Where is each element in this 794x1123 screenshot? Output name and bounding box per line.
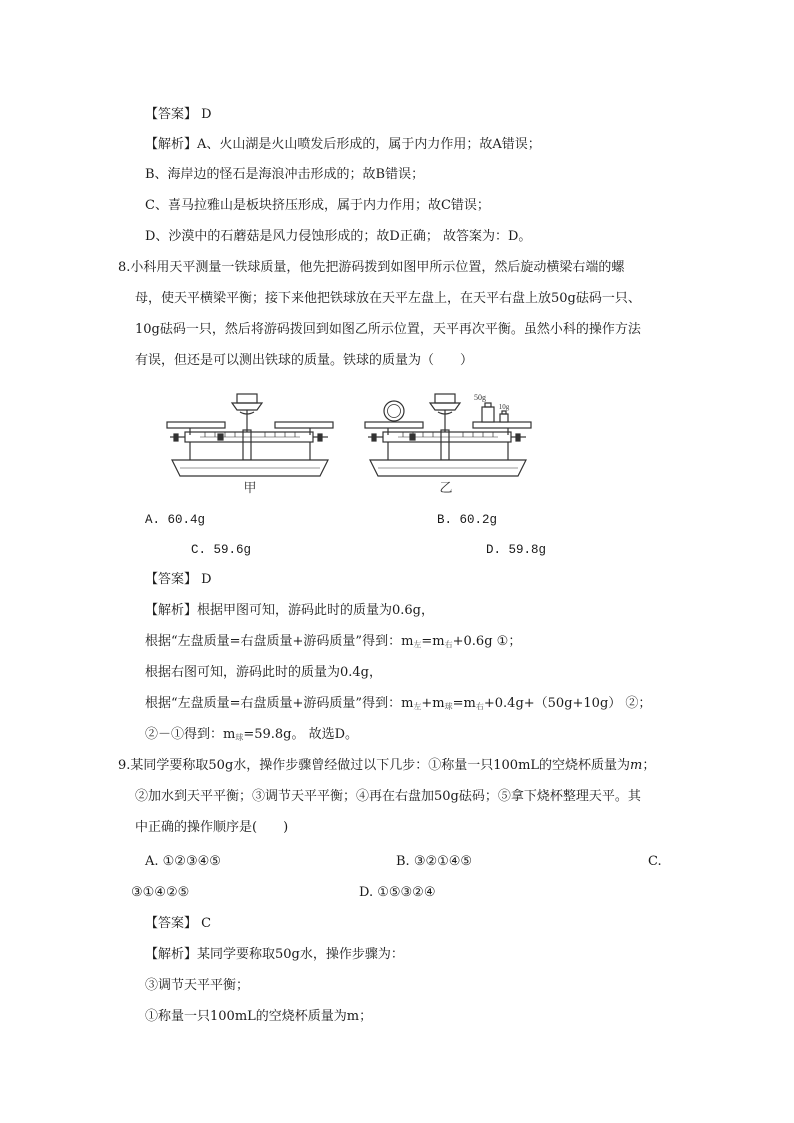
balance-figure: [160, 380, 540, 495]
q9-option-c: C.: [648, 854, 662, 869]
q9-stem-line-2: ②加水到天平平衡；③调节天平平衡；④再在右盘加50g砝码；⑤拿下烧杯整理天平。其: [135, 789, 641, 804]
q8-option-a: A. 60.4g: [145, 513, 206, 527]
q9-stem-line-3: 中正确的操作顺序是( ): [135, 820, 289, 835]
q8-analysis-line-5: ②－①得到：$m_球=59.8g$。 故选D。: [145, 727, 359, 742]
q9-stem-line-1: 9.某同学要称取50g水，操作步骤曾经做过以下几步：①称量一只100mL的空烧杯质量为m；: [118, 758, 656, 773]
weight-10g-label: 10g: [498, 403, 510, 411]
q8-analysis-line-3: 根据右图可知，游码此时的质量为0.4g，: [145, 665, 382, 680]
q9-option-b: B. ③②①④⑤: [396, 854, 473, 869]
q8-analysis-line-4: 根据“左盘质量=右盘质量+游码质量”得到：$m_左+m_球=m_右+0.4g+(50g+10g)$ ②；: [145, 696, 652, 711]
iron-ball: [384, 401, 404, 421]
q8-option-b: B. 60.2g: [437, 513, 498, 527]
q8-stem-line-1: 8.小科用天平测量一铁球质量，他先把游码拨到如图甲所示位置，然后旋动横梁右端的螺: [118, 260, 625, 275]
weight-10g: [500, 414, 508, 422]
q9-answer: 【答案】 C: [145, 916, 212, 931]
weight-50g-label: 50g: [474, 393, 486, 402]
q7-answer: 【答案】 D: [145, 107, 212, 122]
q8-answer: 【答案】 D: [145, 572, 212, 587]
q8-stem-line-3: 10g砝码一只，然后将游码拨回到如图乙所示位置，天平再次平衡。虽然小科的操作方法: [135, 322, 641, 337]
q7-analysis-line-1: 【解析】A、火山湖是火山喷发后形成的，属于内力作用；故A错误；: [145, 137, 541, 152]
q7-analysis-line-4: D、沙漠中的石蘑菇是风力侵蚀形成的；故D正确； 故答案为：D。: [145, 229, 532, 244]
q8-option-d: D. 59.8g: [486, 543, 547, 557]
q7-analysis-line-3: C、喜马拉雅山是板块挤压形成，属于内力作用；故C错误；: [145, 198, 490, 213]
q8-stem-line-2: 母，使天平横梁平衡；接下来他把铁球放在天平左盘上，在天平右盘上放50g砝码一只、: [135, 291, 641, 306]
q9-option-a: A. ①②③④⑤: [145, 854, 221, 869]
q8-analysis-line-1: 【解析】根据甲图可知，游码此时的质量为0.6g，: [145, 603, 434, 618]
q9-analysis-line-3: ①称量一只100mL的空烧杯质量为m；: [145, 1009, 373, 1024]
q8-analysis-line-2: 根据“左盘质量=右盘质量+游码质量”得到：$m_左=m_右+0.6g$ ①；: [145, 634, 522, 649]
q9-analysis-line-1: 【解析】某同学要称取50g水，操作步骤为：: [145, 947, 404, 962]
q9-analysis-line-2: ③调节天平平衡；: [145, 978, 250, 993]
balance-jia: [167, 394, 333, 476]
label-jia: 甲: [243, 480, 257, 495]
q7-analysis-line-2: B、海岸边的怪石是海浪冲击形成的；故B错误；: [145, 167, 425, 182]
q8-stem-line-4: 有误，但还是可以测出铁球的质量。铁球的质量为（ ）: [135, 353, 474, 368]
q9-option-d: D. ①⑤③②④: [359, 885, 436, 900]
q9-option-c-continued: ③①④②⑤: [131, 885, 190, 900]
weight-50g: [482, 407, 494, 422]
label-yi: 乙: [439, 480, 453, 495]
q8-option-c: C. 59.6g: [191, 543, 252, 557]
